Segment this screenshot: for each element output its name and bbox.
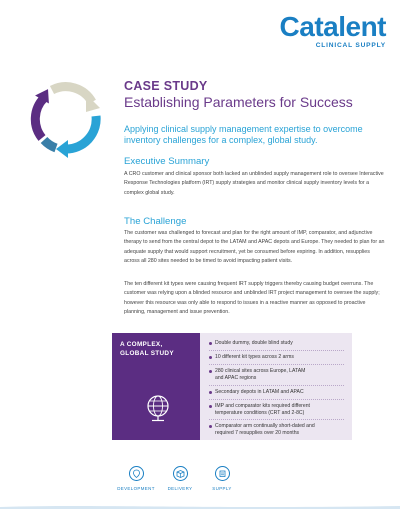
footer-item-delivery [160,466,200,491]
footer-item-supply [202,466,242,491]
page-title: Establishing Parameters for Success [124,94,353,110]
footer-label-delivery: DELIVERY [167,486,193,491]
list-item: 10 different kit types across 2 arms [209,354,349,361]
globe-icon [143,393,173,423]
list-item: IMP and comparator kits required different temperature conditions (CRT and 2-8C) [209,403,349,417]
bullet-dot [209,391,212,394]
callout-title [120,341,174,358]
divider [209,364,344,365]
delivery-icon [173,466,188,481]
footer-wave-band [0,504,400,509]
page-subtitle: Applying clinical supply management expertise to overcome inventory challenges for a complex, global study. [124,124,363,145]
callout-panel [112,333,200,440]
development-icon [129,466,144,481]
list-item: Double dummy, double blind study [209,340,349,347]
callout-title-line-2: GLOBAL STUDY [120,349,174,357]
logo-wordmark: Catalent [279,11,386,42]
divider [209,399,344,400]
callout-bullet-list [200,333,352,440]
cycle-arrows-icon [22,76,108,162]
bullet-dot [209,356,212,359]
bullet-dot [209,342,212,345]
list-item: 280 clinical sites across Europe, LATAM and APAC regions [209,368,349,382]
bullet-dot [209,370,212,373]
case-study-label: CASE STUDY [124,79,208,93]
divider [209,385,344,386]
challenge-paragraph-1: The customer was challenged to forecast and plan for the right amount of IMP, comparator, and adjunctive therapy to send from the central depot to the LATAM and APAC depots and Europe. They needed to plan for an adequate supply that would support recruitment, yet be consumed before expiring. In addition, resupplies across all 280 sites needed to be timed to avoid impacting patient visits. [124,230,385,265]
supply-icon [215,466,230,481]
bullet-dot [209,405,212,408]
logo-division: CLINICAL SUPPLY [315,42,386,49]
footer-item-development [116,466,156,491]
challenge-heading: The Challenge [124,216,187,227]
footer-label-supply: SUPPLY [212,486,232,491]
list-item: Secondary depots in LATAM and APAC [209,389,349,396]
executive-summary-heading: Executive Summary [124,156,210,167]
callout-title-line-1: A COMPLEX, [120,341,163,348]
divider [209,419,344,420]
bullet-dot [209,425,212,428]
list-item: Comparator arm continually short-dated and required 7 resupplies over 20 months [209,423,349,437]
divider [209,350,344,351]
challenge-paragraph-2: The ten different kit types were causing frequent IRT supply triggers thereby causing budget overruns. The customer was relying upon a blinded resource and unblinded IRT project management to oversee the supply; however this resource was only able to respond to issues in a reactive manner as opposed to proactive planning, management and issue prevention. [124,281,380,316]
catalent-logo [280,13,386,49]
executive-summary-text: A CRO customer and clinical sponsor both lacked an unblinded supply management role to oversee Interactive Response Technologies platform (IRT) supply strategies and monitor clinical supply inventory levels for a complex global study. [124,171,384,196]
footer-label-development: DEVELOPMENT [117,486,155,491]
